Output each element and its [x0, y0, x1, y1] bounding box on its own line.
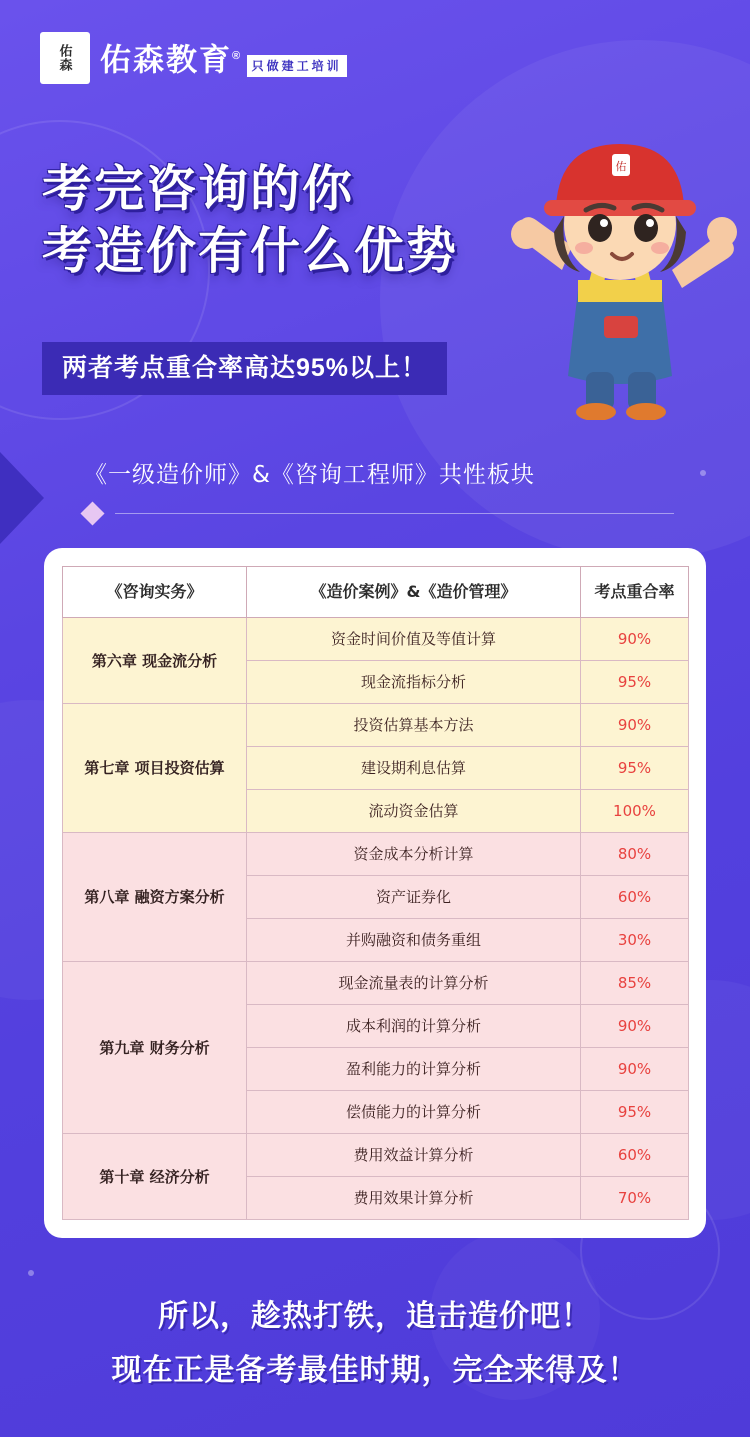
topic-cell: 费用效果计算分析	[247, 1177, 581, 1220]
hero-highlight-banner: 两者考点重合率高达95%以上！	[42, 342, 447, 395]
table-header-row	[63, 567, 689, 618]
topic-cell: 建设期利息估算	[247, 747, 581, 790]
topic-cell: 投资估算基本方法	[247, 704, 581, 747]
rate-cell: 70%	[581, 1177, 689, 1220]
rate-cell: 95%	[581, 661, 689, 704]
rate-cell: 85%	[581, 962, 689, 1005]
hero-line-2: 考造价有什么优势	[42, 222, 458, 280]
table-row	[63, 833, 689, 876]
chapter-cell: 第七章 项目投资估算	[63, 704, 247, 833]
topic-cell: 资金成本分析计算	[247, 833, 581, 876]
rate-cell: 90%	[581, 618, 689, 661]
chapter-cell: 第八章 融资方案分析	[63, 833, 247, 962]
header-cost: 《造价案例》&《造价管理》	[247, 567, 581, 618]
rate-cell: 95%	[581, 747, 689, 790]
table-body	[63, 618, 689, 1220]
topic-cell: 现金流量表的计算分析	[247, 962, 581, 1005]
logo-text-block	[100, 39, 347, 77]
table-row	[63, 1134, 689, 1177]
rate-cell: 90%	[581, 1048, 689, 1091]
hero-line-1: 考完咨询的你	[42, 160, 354, 218]
topic-cell: 并购融资和债务重组	[247, 919, 581, 962]
background-dot	[700, 470, 706, 476]
topic-cell: 成本利润的计算分析	[247, 1005, 581, 1048]
rate-cell: 60%	[581, 876, 689, 919]
section-title: 《一级造价师》&《咨询工程师》共性板块	[84, 462, 535, 488]
rate-cell: 60%	[581, 1134, 689, 1177]
chapter-cell: 第九章 财务分析	[63, 962, 247, 1134]
section-divider	[84, 505, 674, 522]
diamond-icon	[80, 501, 104, 525]
rate-cell: 30%	[581, 919, 689, 962]
topic-cell: 费用效益计算分析	[247, 1134, 581, 1177]
rate-cell: 90%	[581, 704, 689, 747]
background-triangle	[0, 452, 44, 544]
comparison-card	[44, 548, 706, 1238]
brand-slogan: 只做建工培训	[247, 55, 347, 77]
divider-line	[115, 513, 674, 514]
rate-cell: 95%	[581, 1091, 689, 1134]
header-rate: 考点重合率	[581, 567, 689, 618]
topic-cell: 流动资金估算	[247, 790, 581, 833]
footer-callout	[0, 1290, 750, 1398]
brand-name: 佑森教育®	[100, 42, 243, 78]
topic-cell: 偿债能力的计算分析	[247, 1091, 581, 1134]
logo-mark-text: 佑森	[57, 44, 73, 72]
table-row	[63, 962, 689, 1005]
footer-line-2: 现在正是备考最佳时期，完全来得及！	[111, 1353, 639, 1388]
header-consulting: 《咨询实务》	[63, 567, 247, 618]
rate-cell: 100%	[581, 790, 689, 833]
footer-line-1: 所以，趁热打铁，追击造价吧！	[158, 1299, 592, 1334]
logo-mark-icon	[40, 32, 90, 84]
rate-cell: 80%	[581, 833, 689, 876]
rate-cell: 90%	[581, 1005, 689, 1048]
brand-logo	[40, 32, 347, 84]
background-dot	[28, 1270, 34, 1276]
topic-cell: 盈利能力的计算分析	[247, 1048, 581, 1091]
overlap-table	[62, 566, 689, 1220]
topic-cell: 资金时间价值及等值计算	[247, 618, 581, 661]
chapter-cell: 第六章 现金流分析	[63, 618, 247, 704]
topic-cell: 资产证券化	[247, 876, 581, 919]
hero-headline	[42, 158, 562, 282]
svg-text:佑: 佑	[615, 160, 627, 173]
table-row	[63, 618, 689, 661]
topic-cell: 现金流指标分析	[247, 661, 581, 704]
chapter-cell: 第十章 经济分析	[63, 1134, 247, 1220]
table-row	[63, 704, 689, 747]
registered-mark: ®	[232, 49, 243, 62]
